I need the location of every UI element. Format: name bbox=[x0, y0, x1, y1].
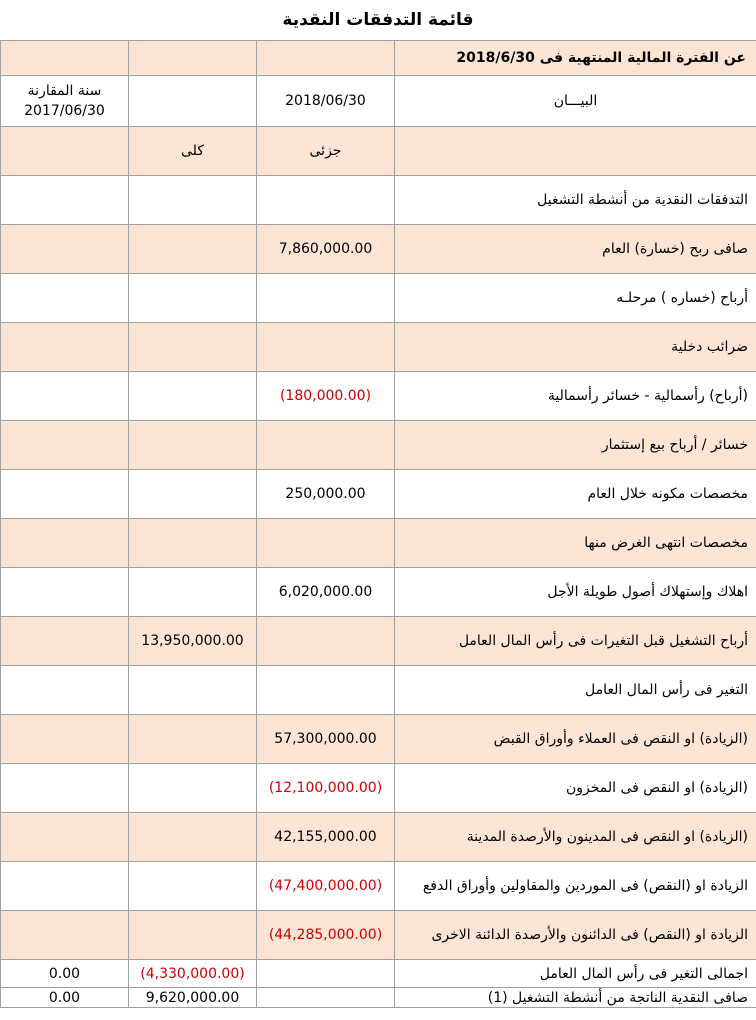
partial-header[interactable]: جزئى bbox=[257, 127, 395, 176]
current-date-header[interactable]: 2018/06/30 bbox=[257, 76, 395, 127]
comparison-cell[interactable] bbox=[1, 617, 129, 666]
description-cell[interactable]: صافى ربح (خسارة) العام bbox=[395, 225, 756, 274]
empty-cell[interactable] bbox=[257, 41, 395, 76]
comparison-cell[interactable]: 0.00 bbox=[1, 960, 129, 988]
empty-cell[interactable] bbox=[129, 76, 257, 127]
total-cell[interactable] bbox=[129, 274, 257, 323]
total-header[interactable]: كلى bbox=[129, 127, 257, 176]
comparison-cell[interactable] bbox=[1, 813, 129, 862]
partial-cell[interactable]: (12,100,000.00) bbox=[257, 764, 395, 813]
comparison-year-header[interactable] bbox=[1, 76, 129, 127]
table-row bbox=[1, 568, 756, 617]
partial-cell[interactable] bbox=[257, 274, 395, 323]
total-cell[interactable] bbox=[129, 911, 257, 960]
partial-cell[interactable] bbox=[257, 988, 395, 1008]
partial-cell[interactable] bbox=[257, 176, 395, 225]
comparison-cell[interactable] bbox=[1, 519, 129, 568]
comparison-cell[interactable] bbox=[1, 176, 129, 225]
total-cell[interactable]: 13,950,000.00 bbox=[129, 617, 257, 666]
statement-rows bbox=[1, 176, 756, 1008]
table-row bbox=[1, 274, 756, 323]
table-row bbox=[1, 372, 756, 421]
comparison-cell[interactable] bbox=[1, 764, 129, 813]
partial-cell[interactable] bbox=[257, 960, 395, 988]
total-cell[interactable] bbox=[129, 666, 257, 715]
partial-cell[interactable] bbox=[257, 519, 395, 568]
empty-cell[interactable] bbox=[129, 41, 257, 76]
header-row bbox=[1, 76, 756, 127]
cash-flow-table bbox=[0, 40, 756, 1008]
total-cell[interactable] bbox=[129, 372, 257, 421]
table-row bbox=[1, 176, 756, 225]
description-cell[interactable]: (الزيادة) او النقص فى العملاء وأوراق القبض bbox=[395, 715, 756, 764]
total-cell[interactable] bbox=[129, 225, 257, 274]
total-cell[interactable] bbox=[129, 862, 257, 911]
partial-cell[interactable] bbox=[257, 323, 395, 372]
comparison-label: سنة المقارنة bbox=[27, 83, 102, 99]
table-row bbox=[1, 862, 756, 911]
table-row bbox=[1, 617, 756, 666]
description-cell[interactable]: ضرائب دخلية bbox=[395, 323, 756, 372]
total-cell[interactable] bbox=[129, 176, 257, 225]
comparison-cell[interactable] bbox=[1, 862, 129, 911]
comparison-cell[interactable] bbox=[1, 470, 129, 519]
empty-cell[interactable] bbox=[1, 127, 129, 176]
total-cell[interactable] bbox=[129, 764, 257, 813]
comparison-cell[interactable] bbox=[1, 568, 129, 617]
period-heading[interactable]: عن الفترة المالية المنتهية فى 2018/6/30 bbox=[395, 41, 756, 76]
table-row bbox=[1, 960, 756, 988]
table-row bbox=[1, 813, 756, 862]
table-row bbox=[1, 421, 756, 470]
period-row bbox=[1, 41, 756, 76]
table-row bbox=[1, 911, 756, 960]
partial-cell[interactable]: 250,000.00 bbox=[257, 470, 395, 519]
total-cell[interactable] bbox=[129, 715, 257, 764]
description-cell[interactable]: أرباح التشغيل قبل التغيرات فى رأس المال العامل bbox=[395, 617, 756, 666]
comparison-cell[interactable] bbox=[1, 274, 129, 323]
partial-cell[interactable]: (44,285,000.00) bbox=[257, 911, 395, 960]
table-row bbox=[1, 519, 756, 568]
table-row bbox=[1, 666, 756, 715]
partial-cell[interactable] bbox=[257, 617, 395, 666]
total-cell[interactable] bbox=[129, 470, 257, 519]
description-cell[interactable]: التغير فى رأس المال العامل bbox=[395, 666, 756, 715]
partial-cell[interactable] bbox=[257, 421, 395, 470]
comparison-cell[interactable] bbox=[1, 666, 129, 715]
comparison-cell[interactable] bbox=[1, 911, 129, 960]
total-cell[interactable] bbox=[129, 519, 257, 568]
comparison-date: 2017/06/30 bbox=[24, 103, 105, 119]
statement-title: قائمة التدفقات النقدية bbox=[0, 0, 756, 41]
partial-cell[interactable]: 7,860,000.00 bbox=[257, 225, 395, 274]
description-cell[interactable]: الزيادة او (النقص) فى الموردين والمقاولين وأوراق الدفع bbox=[395, 862, 756, 911]
description-cell[interactable]: (الزيادة) او النقص فى المخزون bbox=[395, 764, 756, 813]
total-cell[interactable] bbox=[129, 568, 257, 617]
description-cell[interactable]: صافى النقدية الناتجة من أنشطة التشغيل (1) bbox=[395, 988, 756, 1008]
description-cell[interactable]: مخصصات مكونه خلال العام bbox=[395, 470, 756, 519]
partial-cell[interactable] bbox=[257, 666, 395, 715]
description-cell[interactable]: مخصصات انتهى الغرض منها bbox=[395, 519, 756, 568]
empty-cell[interactable] bbox=[395, 127, 756, 176]
comparison-cell[interactable] bbox=[1, 421, 129, 470]
comparison-cell[interactable] bbox=[1, 225, 129, 274]
empty-cell[interactable] bbox=[1, 41, 129, 76]
partial-cell[interactable]: 42,155,000.00 bbox=[257, 813, 395, 862]
comparison-cell[interactable] bbox=[1, 715, 129, 764]
description-header[interactable]: البيـــان bbox=[395, 76, 756, 127]
total-cell[interactable] bbox=[129, 421, 257, 470]
description-cell[interactable]: الزيادة او (النقص) فى الدائنون والأرصدة الدائنة الاخرى bbox=[395, 911, 756, 960]
table-row bbox=[1, 764, 756, 813]
total-cell[interactable]: (4,330,000.00) bbox=[129, 960, 257, 988]
table-row bbox=[1, 323, 756, 372]
total-cell[interactable] bbox=[129, 813, 257, 862]
subheader-row bbox=[1, 127, 756, 176]
partial-cell[interactable]: 6,020,000.00 bbox=[257, 568, 395, 617]
description-cell[interactable]: (أرباح) رأسمالية - خسائر رأسمالية bbox=[395, 372, 756, 421]
description-cell[interactable]: التدفقات النقدية من أنشطة التشغيل bbox=[395, 176, 756, 225]
table-row bbox=[1, 715, 756, 764]
partial-cell[interactable]: (47,400,000.00) bbox=[257, 862, 395, 911]
comparison-cell[interactable] bbox=[1, 323, 129, 372]
description-cell[interactable]: خسائر / أرباح بيع إستثمار bbox=[395, 421, 756, 470]
comparison-cell[interactable] bbox=[1, 372, 129, 421]
total-cell[interactable]: 9,620,000.00 bbox=[129, 988, 257, 1008]
description-cell[interactable]: أرباح (خساره ) مرحلـه bbox=[395, 274, 756, 323]
table-row bbox=[1, 225, 756, 274]
table-row bbox=[1, 988, 756, 1008]
description-cell[interactable]: اهلاك وإستهلاك أصول طويلة الأجل bbox=[395, 568, 756, 617]
description-cell[interactable]: اجمالى التغير فى رأس المال العامل bbox=[395, 960, 756, 988]
comparison-cell[interactable]: 0.00 bbox=[1, 988, 129, 1008]
table-row bbox=[1, 470, 756, 519]
total-cell[interactable] bbox=[129, 323, 257, 372]
partial-cell[interactable]: (180,000.00) bbox=[257, 372, 395, 421]
description-cell[interactable]: (الزيادة) او النقص فى المدينون والأرصدة المدينة bbox=[395, 813, 756, 862]
partial-cell[interactable]: 57,300,000.00 bbox=[257, 715, 395, 764]
